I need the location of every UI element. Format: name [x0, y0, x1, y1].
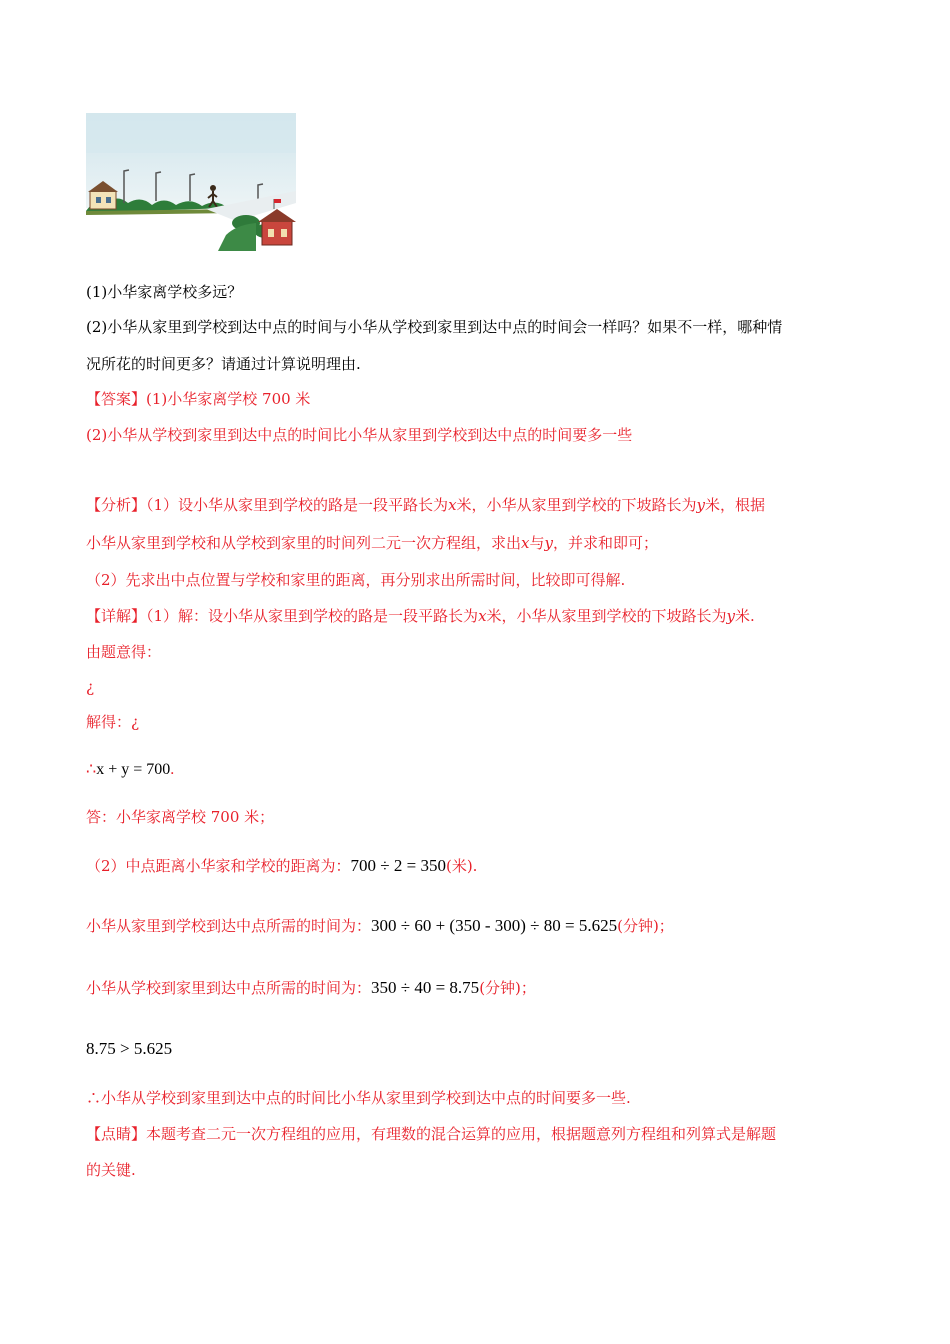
var-y: y: [696, 496, 706, 514]
sum-expression: x + y = 700: [96, 761, 171, 778]
analysis-tag: 【分析】: [86, 496, 147, 514]
sum-equation: ∴x + y = 700.: [86, 761, 175, 778]
var-y: y: [544, 534, 553, 552]
time-1-expression: 300 ÷ 60 + (350 - 300) ÷ 80 = 5.625: [371, 916, 618, 935]
var-x: x: [478, 607, 487, 625]
answer-line-1: [86, 389, 310, 409]
question-2-line-1: (2)小华从家里到学校到达中点的时间与小华从学校到家里到达中点的时间会一样吗？如果不一样，哪种情: [86, 318, 783, 336]
comparison: 8.75 > 5.625: [86, 1039, 173, 1058]
midpoint-expression: 700 ÷ 2 = 350: [350, 856, 446, 875]
midpoint-line: （2）中点距离小华家和学校的距离为：700 ÷ 2 = 350(米).: [86, 856, 478, 875]
question-2-line-2: 况所花的时间更多？请通过计算说明理由.: [86, 355, 361, 373]
answer-statement-1: 答：小华家离学校 700 米；: [86, 808, 275, 826]
comment-line-2: 的关键.: [86, 1161, 136, 1179]
time-1-line: 小华从家里到学校到达中点所需的时间为：300 ÷ 60 + (350 - 300) ÷ 80 = 5.625(分钟)；: [86, 916, 674, 935]
answer-2: (2)小华从学校到家里到达中点的时间比小华从家里到学校到达中点的时间要多一些: [86, 426, 633, 444]
comment-tag: 【点睛】: [86, 1125, 147, 1143]
time-2-expression: 350 ÷ 40 = 8.75: [371, 978, 480, 997]
comment-line-1: 【点睛】本题考查二元一次方程组的应用，有理数的混合运算的应用，根据题意列方程组和列算式是解题: [86, 1125, 777, 1143]
var-x: x: [521, 534, 530, 552]
question-1: (1)小华家离学校多远？: [86, 283, 243, 301]
var-x: x: [448, 496, 457, 514]
illustration: [86, 113, 296, 251]
analysis-line-1: 【分析】（1）设小华从家里到学校的路是一段平路长为x米，小华从家里到学校的下坡路长为y米，根据: [86, 496, 766, 514]
answer-1: (1)小华家离学校 700 米: [146, 390, 311, 408]
placeholder-glyph-1: ¿: [86, 678, 95, 696]
school-road-scene: [86, 113, 296, 251]
detail-line-1: 【详解】（1）解：设小华从家里到学校的路是一段平路长为x米，小华从家里到学校的下坡路长为y米.: [86, 607, 755, 625]
placeholder-glyph-2: ¿: [131, 713, 140, 731]
detail-tag: 【详解】: [86, 607, 147, 625]
detail-line-2: 由题意得：: [86, 643, 162, 661]
answer-tag: 【答案】: [86, 390, 147, 408]
var-y: y: [726, 607, 736, 625]
therefore-symbol: ∴: [86, 761, 97, 778]
solve-line: 解得：¿: [86, 713, 140, 731]
conclusion: ∴小华从学校到家里到达中点的时间比小华从家里到学校到达中点的时间要多一些.: [86, 1089, 631, 1107]
analysis-line-2: 小华从家里到学校和从学校到家里的时间列二元一次方程组，求出x与y，并求和即可；: [86, 534, 658, 552]
time-2-line: 小华从学校到家里到达中点所需的时间为：350 ÷ 40 = 8.75(分钟)；: [86, 978, 536, 997]
analysis-line-3: （2）先求出中点位置与学校和家里的距离，再分别求出所需时间，比较即可得解.: [86, 571, 626, 589]
